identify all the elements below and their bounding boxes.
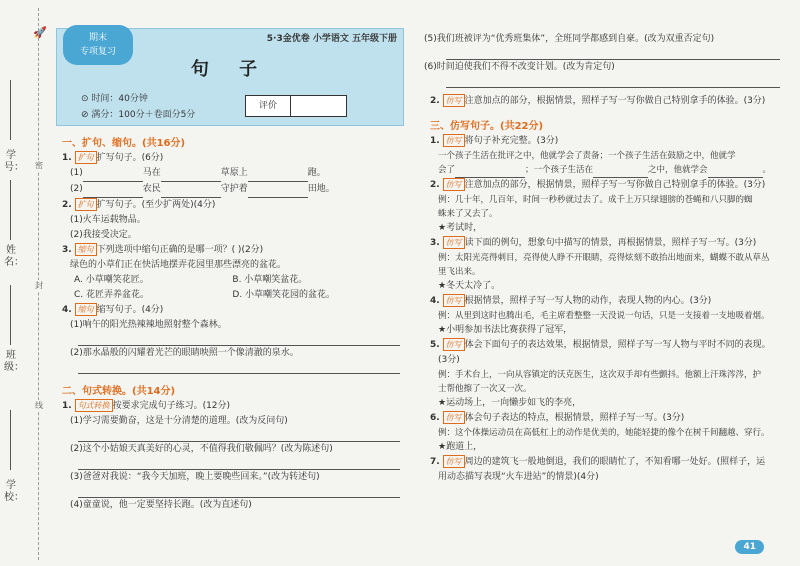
s3-q5 bbox=[430, 338, 784, 353]
worksheet-header bbox=[56, 28, 404, 126]
row-text: 跑。 bbox=[307, 168, 326, 178]
right-column bbox=[424, 32, 784, 485]
s3-q1-line1: 一个孩子生活在批评之中，他就学会了责备；一个孩子生活在鼓励之中，他就学 bbox=[438, 151, 736, 161]
answer-blank[interactable] bbox=[161, 166, 221, 182]
q-tag: 仿写 bbox=[443, 338, 465, 351]
q-number: 4. bbox=[62, 305, 72, 315]
cut-mark-feng: 封 bbox=[35, 281, 43, 290]
fill-text: 。 bbox=[762, 165, 772, 175]
answer-line[interactable] bbox=[78, 485, 400, 498]
s1-q1 bbox=[62, 151, 404, 166]
s3-q3-example: 例：太阳光亮得刺目，亮得使人睁不开眼睛，亮得炫刻不敢抬出地面来，蝴蝶不敢从草丛 bbox=[438, 253, 770, 263]
s2-q1-item6: (6)时间迫使我们不得不改变计划。(改为肯定句) bbox=[424, 62, 615, 72]
q-text: 周边的建筑飞一般地倒退，我们的眼睛忙了，不知看哪一处好。(照样子，运 bbox=[464, 457, 766, 467]
fill-text: 会了 bbox=[438, 165, 456, 175]
answer-line[interactable] bbox=[78, 333, 400, 346]
q-number: 1. bbox=[430, 136, 440, 146]
q-number: 1. bbox=[62, 401, 72, 411]
q-tag: 扩句 bbox=[75, 198, 97, 211]
school-line bbox=[10, 410, 11, 470]
student-id-line bbox=[10, 80, 11, 140]
q-number: 4. bbox=[430, 296, 440, 306]
s3-q3-prompt: ★冬天太冷了。 bbox=[438, 281, 501, 291]
s3-q6 bbox=[430, 411, 784, 426]
page-number: 41 bbox=[735, 540, 764, 554]
s2-q1-item4: (4)童童说，他一定要坚持长跑。(改为直述句) bbox=[70, 500, 252, 510]
q-tag: 扩句 bbox=[75, 151, 97, 164]
s2-q1-item5: (5)我们班被评为“优秀班集体”，全班同学都感到自豪。(改为双重否定句) bbox=[424, 34, 715, 44]
q-number: 3. bbox=[62, 245, 72, 255]
answer-line[interactable] bbox=[78, 457, 400, 470]
option-a[interactable]: A. 小草嘲笑花匠。 bbox=[74, 275, 149, 285]
s3-q3-example-2: 里飞出来。 bbox=[438, 267, 481, 277]
s3-q2-example: 例：几十年，几百年，时间一秒秒就过去了。成千上万只绿翅膀的苍蝇和八只脚的蜘 bbox=[438, 195, 753, 205]
series-label: 5·3金优卷 小学语文 五年级下册 bbox=[266, 34, 397, 44]
answer-line[interactable] bbox=[446, 75, 780, 88]
s1-q4 bbox=[62, 303, 404, 318]
s1-q1-row2 bbox=[70, 182, 404, 198]
score-icon: ⊘ bbox=[81, 110, 92, 120]
option-b[interactable]: B. 小草嘲笑盆花。 bbox=[232, 275, 308, 285]
q-number: 1. bbox=[62, 153, 72, 163]
row-text: 草原上 bbox=[220, 168, 248, 178]
s3-q2 bbox=[430, 178, 784, 193]
q-text: 将句子补充完整。(3分) bbox=[464, 136, 559, 146]
q-tag: 仿写 bbox=[443, 294, 465, 307]
section-2-title: 二、句式转换。(共14分) bbox=[62, 386, 176, 397]
left-column bbox=[56, 28, 404, 513]
s3-q2-example-2: 蛛来了又去了。 bbox=[438, 209, 498, 219]
q-number: 7. bbox=[430, 457, 440, 467]
answer-blank[interactable] bbox=[708, 163, 763, 178]
score-info bbox=[81, 107, 195, 120]
s1-q3 bbox=[62, 243, 404, 258]
q-number: 2. bbox=[62, 200, 72, 210]
q-number: 6. bbox=[430, 413, 440, 423]
badge-line-1: 期末 bbox=[88, 33, 107, 43]
s3-q4-example: 例：从里到这时也腾出毛，毛主席看整整一天没说一句话，只是一支接着一支地吸着烟。 bbox=[438, 311, 770, 321]
s3-q6-prompt: ★跑道上， bbox=[438, 442, 483, 452]
s2-q1-item3: (3)爸爸对我说：“我今天加班，晚上要晚些回来。”(改为转述句) bbox=[70, 472, 320, 482]
time-text: 时间：40分钟 bbox=[91, 94, 148, 104]
s2-q1 bbox=[62, 399, 404, 414]
s1-q1-row1 bbox=[70, 166, 404, 182]
cut-mark-xian: 线 bbox=[35, 401, 43, 410]
school-label: 学校： bbox=[4, 480, 24, 503]
q-text: 扩写句子。(至少扩两处)(4分) bbox=[96, 200, 216, 210]
class-line bbox=[10, 285, 11, 345]
s3-q5-score: (3分) bbox=[438, 355, 460, 365]
s3-q4-prompt: ★小明参加书法比赛获得了冠军， bbox=[438, 325, 573, 335]
evaluation-label: 评价 bbox=[246, 96, 291, 116]
q-text: 根据情景，照样子写一写人物的动作，表现人物的内心。(3分) bbox=[464, 296, 712, 306]
s1-q4-item1: (1)响午的阳光热辣辣地照射整个森林。 bbox=[70, 320, 227, 330]
q-text: 读下面的例句，想象句中描写的情景，再根据情景，照样子写一写。(3分) bbox=[464, 238, 757, 248]
q-number: 5. bbox=[430, 340, 440, 350]
badge-line-2: 专项复习 bbox=[79, 47, 116, 57]
q-number: 3. bbox=[430, 238, 440, 248]
q-text: 缩写句子。(4分) bbox=[96, 305, 164, 315]
s3-q1-line2 bbox=[438, 163, 784, 178]
s2-q1-item1: (1)学习需要勤奋，这是十分清楚的道理。(改为反问句) bbox=[70, 416, 288, 426]
s3-q5-prompt: ★运动场上，一向懒步如飞的李亮， bbox=[438, 398, 582, 408]
q-tag: 缩句 bbox=[75, 303, 97, 316]
q-tag: 仿写 bbox=[443, 94, 465, 107]
fill-text: ；一个孩子生活在 bbox=[525, 165, 594, 175]
s3-q6-example: 例：这个体操运动员在高低杠上的动作是优美的，她能轻捷的像个在树千间翻越、穿行。 bbox=[438, 428, 770, 438]
q-text: 注意加点的部分，根据情景，照样子写一写你做自己特别拿手的体验。(3分) bbox=[464, 96, 766, 106]
row-text: 田地。 bbox=[307, 184, 335, 194]
s2-q1-item2: (2)这个小姑娘天真美好的心灵，不值得我们敬佩吗？(改为陈述句) bbox=[70, 444, 333, 454]
option-d[interactable]: D. 小草嘲笑花园的盆花。 bbox=[232, 290, 336, 300]
time-info bbox=[81, 91, 148, 104]
class-label: 班级： bbox=[4, 350, 24, 373]
s3-q2-prompt: ★考试时， bbox=[438, 223, 483, 233]
s1-q2 bbox=[62, 198, 404, 213]
q-text: 体会句子表达的特点，根据情景，照样子写一写。(3分) bbox=[464, 413, 685, 423]
s1-q2-item1: (1)火车运载物品。 bbox=[70, 215, 146, 225]
q-tag: 缩句 bbox=[75, 243, 97, 256]
answer-blank[interactable] bbox=[83, 182, 143, 198]
section-1-title: 一、扩句、缩句。(共16分) bbox=[62, 138, 186, 149]
s1-q3-options bbox=[74, 273, 404, 303]
answer-blank[interactable] bbox=[455, 163, 525, 178]
row-text: 农民 bbox=[142, 184, 161, 194]
clock-icon: ⊙ bbox=[81, 94, 92, 104]
s1-q4-item2: (2)那水晶般的闪耀着光芒的眼睛映照一个像清澈的泉水。 bbox=[70, 348, 299, 358]
s3-q7-text-2: 用动态描写表现“火车进站”的情景)(4分) bbox=[438, 472, 599, 482]
q-text: 下列选项中缩句正确的是哪一项？( )(2分) bbox=[96, 245, 264, 255]
q-text: 注意加点的部分，根据情景，照样子写一写你做自己特别拿手的体验。(3分) bbox=[464, 180, 766, 190]
rocket-icon: 🚀 bbox=[33, 26, 47, 39]
row-text: 守护着 bbox=[220, 184, 248, 194]
fill-text: 之中，他就学会 bbox=[648, 165, 708, 175]
q-text: 扩写句子。(6分) bbox=[96, 153, 164, 163]
q-text: 体会下面句子的表达效果，根据情景，照样子写一写人物与平时不同的表现。 bbox=[464, 340, 771, 350]
name-label: 姓名： bbox=[4, 245, 24, 268]
name-line bbox=[10, 180, 11, 240]
s2-q2 bbox=[430, 94, 784, 109]
answer-line[interactable] bbox=[78, 429, 400, 442]
answer-line[interactable] bbox=[78, 361, 400, 374]
answer-blank[interactable] bbox=[248, 166, 308, 182]
s3-q4 bbox=[430, 294, 784, 309]
s3-q5-example-2: 士帮他擦了一次又一次。 bbox=[438, 384, 532, 394]
s3-q5-example: 例：手术台上，一向从容镇定的沃克医生，这次双手却有些颤抖。他额上汗珠涔涔，护 bbox=[438, 370, 762, 380]
q-number: 2. bbox=[430, 180, 440, 190]
answer-blank[interactable] bbox=[83, 166, 143, 182]
answer-blank[interactable] bbox=[161, 182, 221, 198]
q-tag: 句式转换 bbox=[75, 399, 113, 412]
answer-blank[interactable] bbox=[593, 163, 648, 178]
cut-mark-mi: 密 bbox=[35, 161, 43, 170]
q-text: 按要求完成句子练习。(12分) bbox=[112, 401, 231, 411]
q-number: 2. bbox=[430, 96, 440, 106]
s3-q7 bbox=[430, 455, 784, 470]
section-3-title: 三、仿写句子。(共22分) bbox=[430, 121, 544, 132]
q-tag: 仿写 bbox=[443, 411, 465, 424]
student-id-label: 学号： bbox=[4, 150, 24, 173]
option-c[interactable]: C. 花匠弄养盆花。 bbox=[74, 290, 150, 300]
s1-q2-item2: (2)我接受决定。 bbox=[70, 230, 137, 240]
answer-blank[interactable] bbox=[248, 182, 308, 198]
binding-margin bbox=[0, 0, 48, 566]
q-tag: 仿写 bbox=[443, 178, 465, 191]
s1-q3-stem: 绿色的小草们正在快活地摆弄花园里那些漂亮的盆花。 bbox=[70, 260, 287, 270]
row-number: (2) bbox=[70, 184, 83, 194]
score-text: 满分：100分＋卷面分5分 bbox=[91, 110, 196, 120]
s3-q1 bbox=[430, 134, 784, 149]
q-tag: 仿写 bbox=[443, 455, 465, 468]
q-tag: 仿写 bbox=[443, 134, 465, 147]
q-tag: 仿写 bbox=[443, 236, 465, 249]
answer-line[interactable] bbox=[446, 47, 780, 60]
page-title: 句 子 bbox=[190, 59, 270, 80]
row-number: (1) bbox=[70, 168, 83, 178]
row-text: 马在 bbox=[142, 168, 161, 178]
evaluation-box bbox=[245, 95, 347, 117]
s3-q3 bbox=[430, 236, 784, 251]
